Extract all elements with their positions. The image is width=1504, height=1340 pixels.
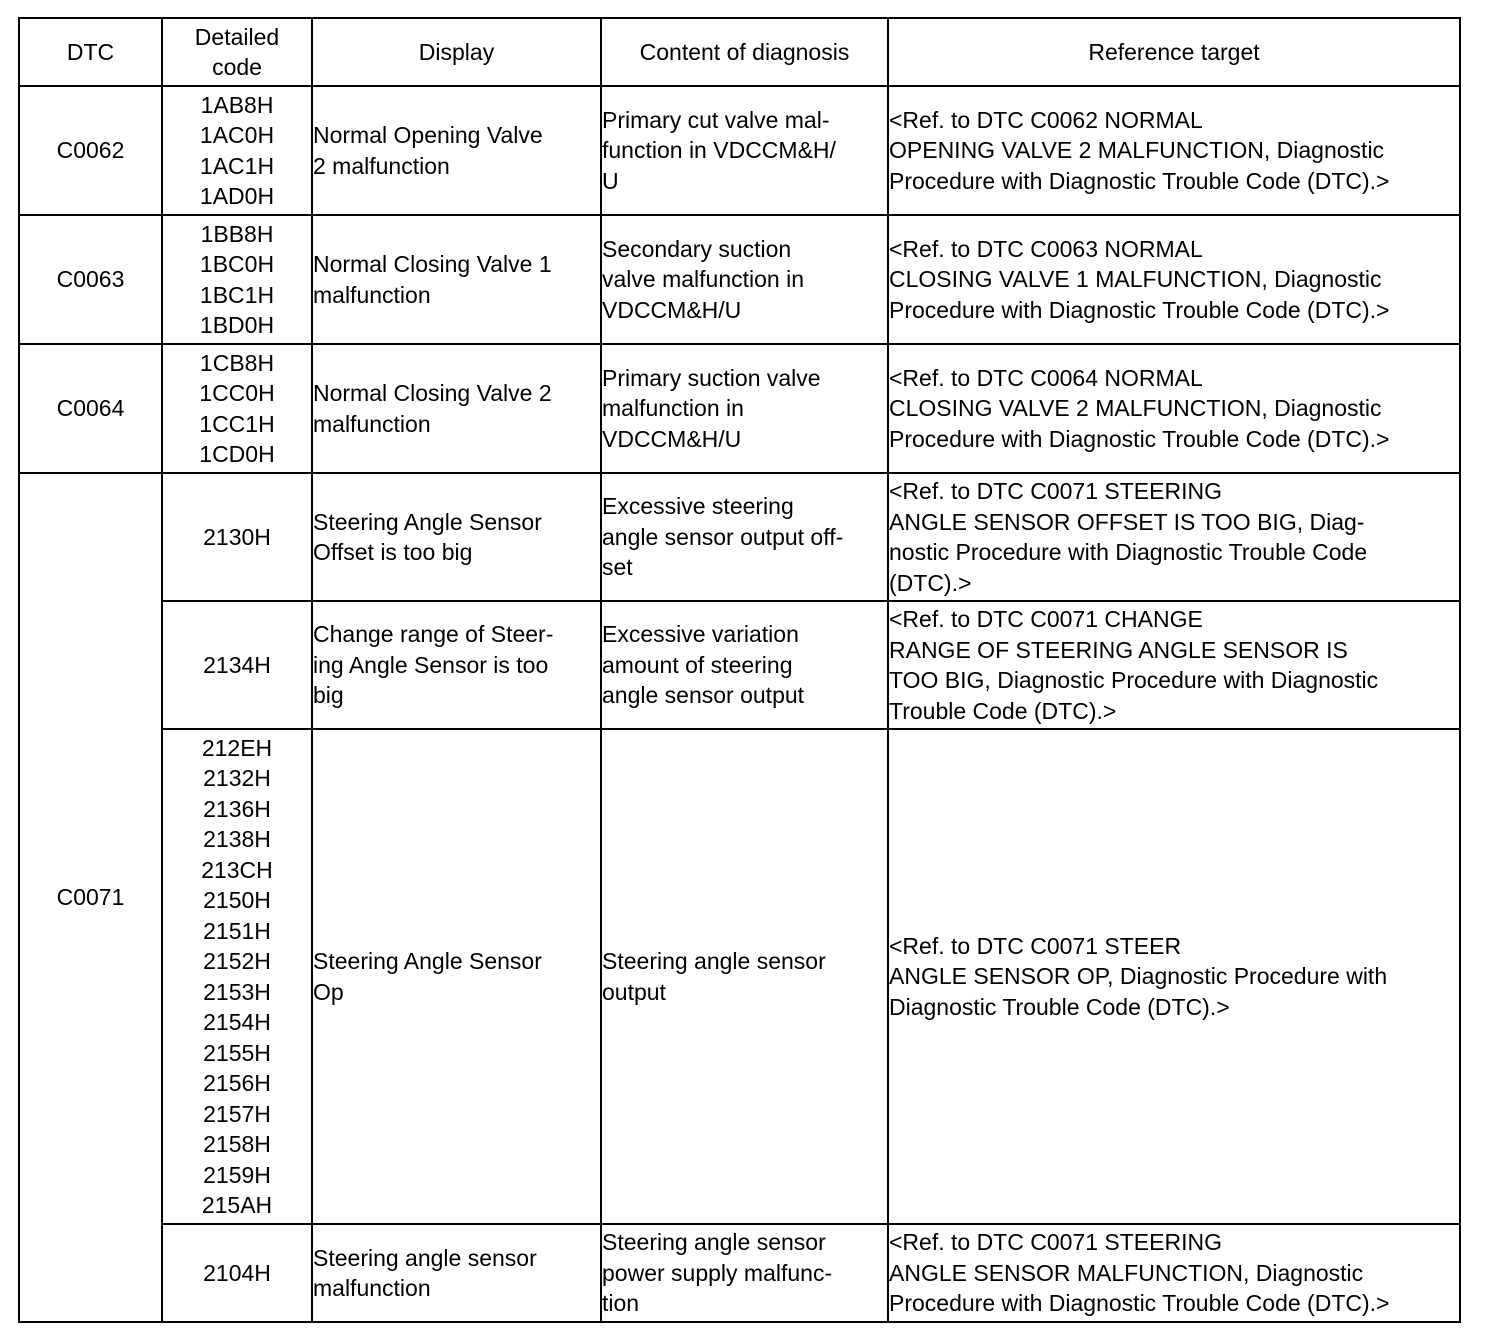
reference-line: OPENING VALVE 2 MALFUNCTION, Diagnostic [889, 137, 1385, 164]
display-cell [312, 473, 601, 601]
reference-line: <Ref. to DTC C0071 STEERING [889, 1229, 1222, 1256]
content-line: tion [602, 1290, 640, 1317]
detailed-code-cell [162, 86, 312, 215]
reference-line: (DTC).> [889, 569, 972, 596]
reference-cell [888, 344, 1460, 473]
display-cell [312, 729, 601, 1224]
content-cell [601, 344, 888, 473]
reference-line: Procedure with Diagnostic Trouble Code (DTC).> [889, 1290, 1390, 1317]
content-line: Excessive variation [602, 621, 799, 648]
content-line: U [602, 167, 619, 194]
display-cell [312, 215, 601, 344]
reference-cell [888, 473, 1460, 601]
content-line: angle sensor output [602, 682, 805, 709]
dtc-cell: C0063 [19, 215, 162, 344]
reference-cell [888, 729, 1460, 1224]
detailed-code: 213CH [201, 856, 273, 883]
reference-line: Procedure with Diagnostic Trouble Code (DTC).> [889, 425, 1390, 452]
dtc-cell: C0064 [19, 344, 162, 473]
reference-line: ANGLE SENSOR OP, Diagnostic Procedure with [889, 963, 1388, 990]
reference-line: CLOSING VALVE 2 MALFUNCTION, Diagnostic [889, 395, 1382, 422]
detailed-code: 2155H [203, 1039, 271, 1066]
content-cell [601, 86, 888, 215]
dtc-cell: C0071 [19, 473, 162, 1322]
content-line: Primary cut valve mal- [602, 106, 830, 133]
table-row [19, 473, 1460, 601]
display-line: Normal Opening Valve [313, 122, 543, 148]
content-line: Secondary suction [602, 235, 792, 262]
reference-cell [888, 601, 1460, 729]
table-row [19, 86, 1460, 215]
detailed-code: 1BC0H [199, 251, 275, 277]
content-line: Steering angle sensor [602, 1229, 826, 1256]
detailed-code: 1BD0H [199, 312, 275, 338]
display-line: 2 malfunction [313, 152, 450, 179]
display-line: Steering angle sensor [313, 1244, 537, 1271]
content-line: valve malfunction in [602, 266, 804, 293]
reference-line: Trouble Code (DTC).> [889, 697, 1117, 724]
table-row [19, 215, 1460, 344]
reference-line: Procedure with Diagnostic Trouble Code (DTC).> [889, 167, 1390, 194]
detailed-code: 2130H [203, 523, 271, 550]
display-line: big [313, 682, 344, 709]
table-row [19, 1224, 1460, 1322]
detailed-code: 2153H [203, 978, 271, 1005]
detailed-code: 2154H [203, 1009, 271, 1035]
display-line: Offset is too big [313, 539, 473, 565]
header-detailed-code [162, 18, 312, 86]
content-line: angle sensor output off- [602, 523, 844, 550]
detailed-code: 2156H [203, 1070, 271, 1096]
header-detailed-code-line1: Detailed [194, 23, 280, 50]
detailed-code: 1BC1H [199, 281, 275, 308]
reference-line: <Ref. to DTC C0071 CHANGE [889, 606, 1203, 632]
table-row [19, 601, 1460, 729]
detailed-code: 2158H [203, 1131, 271, 1157]
detailed-code: 212EH [201, 734, 273, 761]
detailed-code: 2151H [203, 917, 271, 944]
reference-line: CLOSING VALVE 1 MALFUNCTION, Diagnostic [889, 266, 1382, 293]
table-row [19, 344, 1460, 473]
detailed-code: 2136H [203, 795, 271, 822]
content-line: malfunction in [602, 395, 744, 422]
display-line: Normal Closing Valve 2 [313, 380, 552, 406]
display-line: Steering Angle Sensor [313, 508, 542, 535]
reference-line: <Ref. to DTC C0071 STEER [889, 932, 1182, 959]
display-line: Normal Closing Valve 1 [313, 251, 552, 277]
detailed-code: 1BB8H [200, 220, 274, 247]
content-line: power supply malfunc- [602, 1259, 833, 1286]
detailed-code: 1CC1H [199, 410, 275, 437]
content-line: Steering angle sensor [602, 948, 826, 974]
display-cell [312, 1224, 601, 1322]
display-cell [312, 86, 601, 215]
display-line: malfunction [313, 410, 431, 437]
detailed-code: 1CB8H [199, 349, 275, 376]
header-display: Display [312, 18, 601, 86]
display-cell [312, 601, 601, 729]
reference-cell [888, 86, 1460, 215]
detailed-code: 1AC0H [199, 122, 275, 148]
detailed-code-cell [162, 1224, 312, 1322]
detailed-code: 1CC0H [199, 380, 275, 406]
content-cell [601, 215, 888, 344]
dtc-cell: C0062 [19, 86, 162, 215]
detailed-code: 2150H [203, 887, 271, 913]
detailed-code: 215AH [201, 1192, 273, 1218]
detailed-code: 1AD0H [199, 183, 275, 209]
header-reference-target: Reference target [888, 18, 1460, 86]
display-line: Op [313, 978, 344, 1005]
detailed-code: 1AC1H [199, 152, 275, 179]
content-line: VDCCM&H/U [602, 296, 742, 323]
header-detailed-code-line2: code [212, 54, 262, 80]
detailed-code: 2157H [203, 1100, 271, 1127]
detailed-code: 2138H [203, 826, 271, 852]
reference-line: ANGLE SENSOR MALFUNCTION, Diagnostic [889, 1259, 1364, 1286]
content-cell [601, 473, 888, 601]
reference-cell [888, 215, 1460, 344]
reference-line: ANGLE SENSOR OFFSET IS TOO BIG, Diag- [889, 508, 1365, 535]
detailed-code: 2134H [203, 651, 271, 678]
header-row [19, 18, 1460, 86]
content-line: amount of steering [602, 651, 793, 678]
display-line: malfunction [313, 281, 431, 308]
reference-line: Diagnostic Trouble Code (DTC).> [889, 993, 1230, 1020]
reference-line: <Ref. to DTC C0062 NORMAL [889, 106, 1203, 133]
content-line: output [602, 978, 666, 1005]
reference-cell [888, 1224, 1460, 1322]
detailed-code-cell [162, 729, 312, 1224]
header-content-of-diagnosis: Content of diagnosis [601, 18, 888, 86]
dtc-table [18, 17, 1461, 1323]
detailed-code: 1CD0H [199, 441, 275, 467]
detailed-code-cell [162, 215, 312, 344]
content-line: set [602, 554, 633, 581]
detailed-code: 2132H [203, 765, 271, 791]
reference-line: <Ref. to DTC C0071 STEERING [889, 478, 1222, 504]
detailed-code-cell [162, 601, 312, 729]
reference-line: nostic Procedure with Diagnostic Trouble Code [889, 539, 1368, 565]
content-line: VDCCM&H/U [602, 425, 742, 452]
content-line: Excessive steering [602, 493, 794, 520]
content-cell [601, 1224, 888, 1322]
detailed-code: 1AB8H [200, 91, 274, 118]
detailed-code-cell [162, 473, 312, 601]
display-line: ing Angle Sensor is too [313, 651, 549, 678]
table-row [19, 729, 1460, 1224]
detailed-code-cell [162, 344, 312, 473]
header-dtc: DTC [19, 18, 162, 86]
detailed-code: 2159H [203, 1161, 271, 1188]
reference-line: TOO BIG, Diagnostic Procedure with Diagnostic [889, 667, 1379, 693]
content-cell [601, 729, 888, 1224]
detailed-code: 2152H [203, 948, 271, 974]
reference-line: Procedure with Diagnostic Trouble Code (DTC).> [889, 296, 1390, 323]
detailed-code: 2104H [203, 1259, 271, 1286]
display-line: Steering Angle Sensor [313, 948, 542, 974]
content-line: Primary suction valve [602, 364, 821, 391]
display-cell [312, 344, 601, 473]
content-line: function in VDCCM&H/ [602, 137, 836, 164]
reference-line: RANGE OF STEERING ANGLE SENSOR IS [889, 636, 1348, 663]
display-line: malfunction [313, 1275, 431, 1301]
content-cell [601, 601, 888, 729]
reference-line: <Ref. to DTC C0063 NORMAL [889, 235, 1203, 262]
reference-line: <Ref. to DTC C0064 NORMAL [889, 364, 1203, 391]
display-line: Change range of Steer- [313, 621, 554, 648]
